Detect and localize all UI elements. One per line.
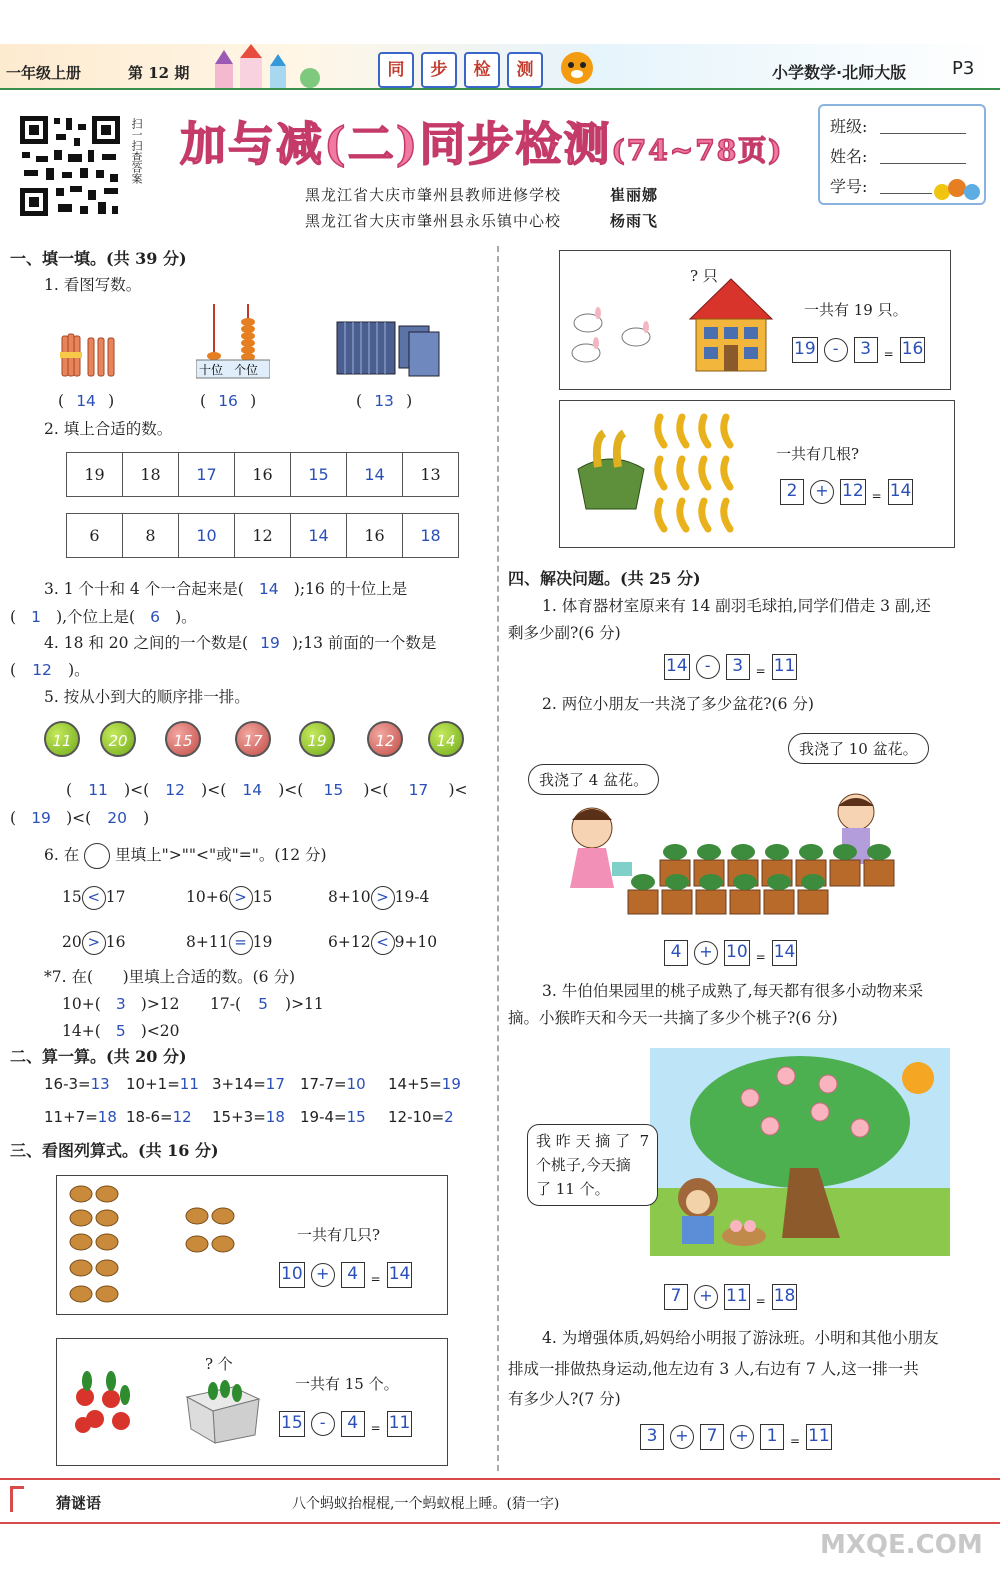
riddle-text: 八个蚂蚁抬棍棍,一个蚂蚁棍上睡。(猜一字) bbox=[292, 1496, 560, 1512]
author-school-1: 黑龙江省大庆市肇州县教师进修学校 bbox=[305, 186, 562, 204]
bundle-sticks-icon bbox=[58, 330, 122, 380]
table2-cell: 16 bbox=[347, 514, 403, 558]
box-with-radishes-icon bbox=[179, 1373, 263, 1445]
picture-problem-panel-4 bbox=[559, 400, 955, 548]
section-1-title: 一、填一填。(共 39 分) bbox=[10, 249, 187, 268]
eq-box[interactable]: 7 bbox=[664, 1284, 688, 1310]
qr-caption: 扫一扫查答案 bbox=[130, 118, 143, 184]
eq-box[interactable]: 11 bbox=[387, 1411, 413, 1437]
panel3-question: 一共有 19 只。 bbox=[804, 301, 908, 319]
number-table-2 bbox=[66, 513, 459, 558]
q7-item: 10+( 3 )>12 bbox=[62, 995, 180, 1013]
table1-cell: 13 bbox=[403, 453, 459, 497]
table1-answer-cell[interactable]: 15 bbox=[291, 453, 347, 497]
author-school-2: 黑龙江省大庆市肇州县永乐镇中心校 bbox=[305, 212, 562, 230]
q2-label: 2. 填上合适的数。 bbox=[44, 420, 173, 438]
number-ball: 12 bbox=[367, 721, 403, 757]
tab-ce: 测 bbox=[507, 52, 543, 88]
s4-q3-line-1: 3. 牛伯伯果园里的桃子成熟了,每天都有很多小动物来采 bbox=[542, 982, 924, 1000]
eq-box[interactable]: 11 bbox=[724, 1284, 750, 1310]
eq-box[interactable]: 3 bbox=[640, 1424, 664, 1450]
minus-operator[interactable]: - bbox=[824, 338, 848, 362]
table2-answer-cell[interactable]: 10 bbox=[179, 514, 235, 558]
q3-line-2: ( 1 ),个位上是( 6 )。 bbox=[10, 608, 197, 626]
title-pages: (74~78页) bbox=[611, 134, 784, 167]
hedgehog-group-icon bbox=[63, 1182, 133, 1308]
panel3-unknown: ? 只 bbox=[690, 267, 718, 285]
table2-cell: 8 bbox=[123, 514, 179, 558]
rabbits-icon bbox=[566, 307, 656, 367]
number-ball: 20 bbox=[100, 721, 136, 757]
eq-box[interactable]: 14 bbox=[664, 654, 690, 680]
panel1-question: 一共有几只? bbox=[297, 1226, 381, 1244]
eq-box[interactable]: 3 bbox=[726, 654, 750, 680]
number-ball: 14 bbox=[428, 721, 464, 757]
eq-box[interactable]: 10 bbox=[724, 940, 750, 966]
q3-line-1: 3. 1 个十和 4 个一合起来是( 14 );16 的十位上是 bbox=[44, 580, 408, 598]
minus-operator[interactable]: - bbox=[696, 655, 720, 679]
q1-answer-3: ( 13 ) bbox=[356, 392, 413, 410]
q1-label: 1. 看图写数。 bbox=[44, 276, 142, 294]
eq-box[interactable]: 4 bbox=[341, 1262, 365, 1288]
eq-box[interactable]: 11 bbox=[772, 654, 798, 680]
number-label: 学号: bbox=[830, 177, 868, 196]
s4-q4-line-3: 有多少人?(7 分) bbox=[508, 1390, 621, 1408]
eq-box[interactable]: 3 bbox=[854, 337, 878, 363]
table2-cell: 12 bbox=[235, 514, 291, 558]
basket-bananas-icon bbox=[574, 429, 648, 513]
calc-row-2: 11+7=18 18-6=12 15+3=18 19-4=15 12-10=2 bbox=[44, 1108, 454, 1126]
eq-box[interactable]: 14 bbox=[772, 940, 798, 966]
panel4-question: 一共有几根? bbox=[776, 445, 860, 463]
house-icon bbox=[686, 275, 776, 375]
issue-label: 第 12 期 bbox=[128, 64, 190, 82]
number-field[interactable] bbox=[880, 193, 932, 194]
s4-q4-line-1: 4. 为增强体质,妈妈给小明报了游泳班。小明和其他小朋友 bbox=[542, 1329, 939, 1347]
q5-order-line-1: ( 11 )<( 12 )<( 14 )<( 15 )<( 17 )< bbox=[66, 781, 468, 799]
student-info-box bbox=[818, 104, 986, 205]
q4-line-2: ( 12 )。 bbox=[10, 661, 90, 679]
monkey-speech-bubble: 我 昨 天 摘 了 7 个桃子,今天摘 了 11 个。 bbox=[527, 1124, 658, 1206]
radish-bunch-icon bbox=[71, 1361, 141, 1437]
q7-item: 17-( 5 )>11 bbox=[210, 995, 324, 1013]
bananas-grid-icon bbox=[652, 411, 742, 537]
table1-cell: 19 bbox=[67, 453, 123, 497]
compare-item: 8+10 > 19-4 bbox=[328, 884, 429, 910]
minus-operator[interactable]: - bbox=[311, 1412, 335, 1436]
plus-operator[interactable]: + bbox=[810, 480, 834, 504]
tab-tong: 同 bbox=[378, 52, 414, 88]
eq-box[interactable]: 14 bbox=[387, 1262, 413, 1288]
panel2-equation: 15 - 4 = 11 bbox=[281, 1413, 411, 1435]
eq-box[interactable]: 11 bbox=[806, 1424, 832, 1450]
section-3-title: 三、看图列算式。(共 16 分) bbox=[10, 1141, 219, 1160]
number-ball: 19 bbox=[299, 721, 335, 757]
s4-q1-equation: 14 - 3 = 11 bbox=[666, 656, 796, 678]
q5-label: 5. 按从小到大的顺序排一排。 bbox=[44, 688, 250, 706]
panel3-equation: 19 - 3 = 16 bbox=[794, 339, 924, 361]
section-2-title: 二、算一算。(共 20 分) bbox=[10, 1047, 187, 1066]
eq-box[interactable]: 14 bbox=[888, 479, 914, 505]
name-label: 姓名: bbox=[830, 147, 868, 166]
eq-box[interactable]: 16 bbox=[900, 337, 926, 363]
page-number: P3 bbox=[952, 58, 975, 79]
peach-tree-illustration bbox=[650, 1048, 950, 1256]
plus-operator[interactable]: + bbox=[694, 1285, 718, 1309]
q5-order-line-2: ( 19 )<( 20 ) bbox=[10, 809, 150, 827]
s4-q4-equation: 3 + 7 + 1 = 11 bbox=[640, 1424, 832, 1450]
number-ball: 15 bbox=[165, 721, 201, 757]
author-name-1: 崔丽娜 bbox=[610, 186, 659, 204]
picture-problem-panel-2 bbox=[56, 1338, 448, 1466]
table1-cell: 16 bbox=[235, 453, 291, 497]
author-name-2: 杨雨飞 bbox=[610, 212, 659, 230]
q7-item: 14+( 5 )<20 bbox=[62, 1022, 180, 1040]
kids-watering-flowers-illustration bbox=[548, 790, 908, 920]
castle-illustration bbox=[195, 44, 345, 88]
riddle-label: 猜谜语 bbox=[56, 1494, 102, 1512]
table1-cell: 18 bbox=[123, 453, 179, 497]
eq-box[interactable]: 4 bbox=[664, 940, 688, 966]
eq-box[interactable]: 7 bbox=[700, 1424, 724, 1450]
q7-label: *7. 在( )里填上合适的数。(6 分) bbox=[44, 968, 296, 986]
plus-operator[interactable]: + bbox=[311, 1263, 335, 1287]
compare-item: 6+12 < 9+10 bbox=[328, 929, 437, 955]
s4-q2-equation: 4 + 10 = 14 bbox=[664, 940, 797, 966]
eq-box[interactable]: 12 bbox=[840, 479, 866, 505]
empty-circle-icon bbox=[84, 843, 110, 869]
eq-box[interactable]: 2 bbox=[780, 479, 804, 505]
s4-q2-line-1: 2. 两位小朋友一共浇了多少盆花?(6 分) bbox=[542, 695, 814, 713]
panel2-unknown: ? 个 bbox=[205, 1355, 233, 1373]
panel4-equation: 2 + 12 = 14 bbox=[780, 479, 913, 505]
plus-operator[interactable]: + bbox=[730, 1425, 754, 1449]
cartoon-kids-icon bbox=[932, 172, 982, 202]
compare-item: 15 < 17 bbox=[62, 884, 125, 910]
panel1-equation: 10 + 4 = 14 bbox=[281, 1264, 411, 1286]
s4-q4-line-2: 排成一排做热身运动,他左边有 3 人,右边有 7 人,这一排一共 bbox=[508, 1360, 919, 1378]
eq-box[interactable]: 19 bbox=[792, 337, 818, 363]
eq-box[interactable]: 1 bbox=[760, 1424, 784, 1450]
table1-answer-cell[interactable]: 14 bbox=[347, 453, 403, 497]
plus-operator[interactable]: + bbox=[670, 1425, 694, 1449]
table2-answer-cell[interactable]: 18 bbox=[403, 514, 459, 558]
calc-row-1: 16-3=13 10+1=11 3+14=17 17-7=10 14+5=19 bbox=[44, 1075, 461, 1093]
abacus-tens-label: 十位 bbox=[199, 363, 224, 377]
title-main: 加与减(二)同步检测 bbox=[180, 117, 612, 171]
number-ball: 17 bbox=[235, 721, 271, 757]
q1-answer-2: ( 16 ) bbox=[200, 392, 257, 410]
header-rule bbox=[0, 88, 1000, 90]
page-title bbox=[180, 108, 783, 174]
s4-q3-line-2: 摘。小猴昨天和今天一共摘了多少个桃子?(6 分) bbox=[508, 1009, 838, 1027]
class-label: 班级: bbox=[830, 117, 868, 136]
table2-answer-cell[interactable]: 14 bbox=[291, 514, 347, 558]
q4-line-1: 4. 18 和 20 之间的一个数是( 19 );13 前面的一个数是 bbox=[44, 634, 437, 652]
compare-item: 8+11 = 19 bbox=[186, 929, 272, 955]
compare-item: 20 > 16 bbox=[62, 929, 125, 955]
tab-bu: 步 bbox=[421, 52, 457, 88]
section-4-title: 四、解决问题。(共 25 分) bbox=[508, 569, 701, 588]
number-ball: 11 bbox=[44, 721, 80, 757]
notebooks-icon bbox=[335, 318, 445, 380]
plus-operator[interactable]: + bbox=[694, 941, 718, 965]
eq-box[interactable]: 18 bbox=[772, 1284, 798, 1310]
table1-answer-cell[interactable]: 17 bbox=[179, 453, 235, 497]
abacus-icon bbox=[196, 302, 270, 380]
picture-problem-panel-1 bbox=[56, 1175, 448, 1315]
q1-answer-1: ( 14 ) bbox=[58, 392, 115, 410]
qr-code-icon[interactable] bbox=[18, 114, 122, 218]
column-divider bbox=[497, 246, 499, 1471]
eq-box[interactable]: 10 bbox=[279, 1262, 305, 1288]
eq-box[interactable]: 4 bbox=[341, 1411, 365, 1437]
s4-q3-equation: 7 + 11 = 18 bbox=[664, 1284, 797, 1310]
hedgehog-small-group-icon bbox=[181, 1202, 241, 1262]
footer-bracket-icon bbox=[10, 1486, 24, 1512]
tab-jian: 检 bbox=[464, 52, 500, 88]
speech-bubble-left: 我浇了 4 盆花。 bbox=[528, 764, 659, 795]
tiger-mascot-icon bbox=[552, 44, 602, 88]
number-table-1 bbox=[66, 452, 459, 497]
grade-label: 一年级上册 bbox=[6, 64, 82, 82]
eq-box[interactable]: 15 bbox=[279, 1411, 305, 1437]
abacus-ones-label: 个位 bbox=[234, 363, 259, 377]
speech-bubble-right: 我浇了 10 盆花。 bbox=[788, 733, 929, 764]
subject-label: 小学数学·北师大版 bbox=[772, 63, 907, 82]
picture-problem-panel-3 bbox=[559, 250, 951, 390]
s4-q1-line-2: 剩多少副?(6 分) bbox=[508, 624, 621, 642]
s4-q1-line-1: 1. 体育器材室原来有 14 副羽毛球拍,同学们借走 3 副,还 bbox=[542, 597, 931, 615]
name-field[interactable] bbox=[880, 163, 966, 164]
panel2-question: 一共有 15 个。 bbox=[295, 1375, 399, 1393]
watermark: MXQE.COM bbox=[820, 1530, 983, 1560]
class-field[interactable] bbox=[880, 133, 966, 134]
compare-item: 10+6 > 15 bbox=[186, 884, 272, 910]
table2-cell: 6 bbox=[67, 514, 123, 558]
q6-label: 6. 在 里填上">""<"或"="。(12 分) bbox=[44, 842, 327, 869]
